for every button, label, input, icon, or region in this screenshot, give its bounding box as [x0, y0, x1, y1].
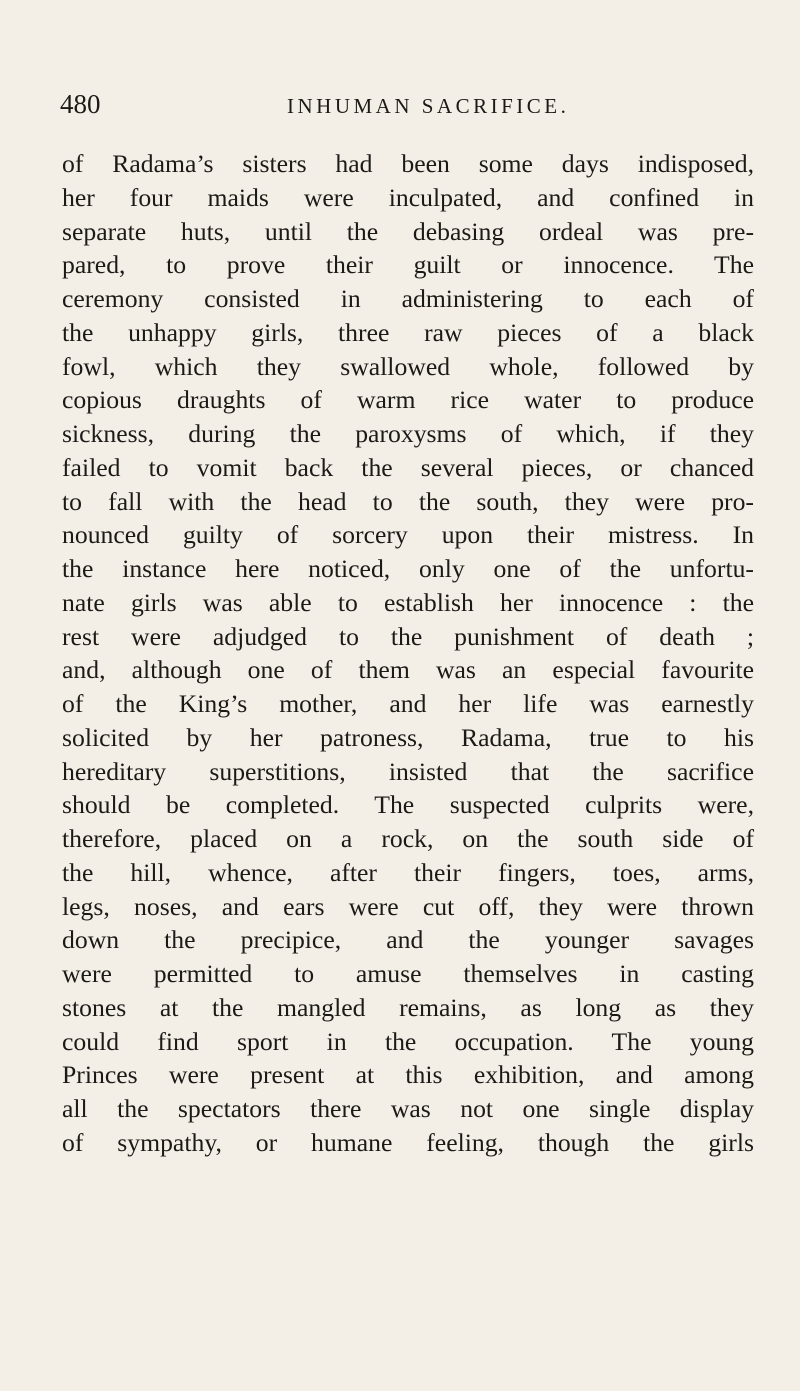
text-line: her four maids were inculpated, and confined in	[62, 182, 754, 212]
text-line: of Radama’s sisters had been some days indisposed,	[62, 149, 754, 178]
body-paragraph	[62, 147, 754, 1160]
text-line: Princes were present at this exhibition, and among	[62, 1060, 754, 1090]
text-line: solicited by her patroness, Radama, true to his	[62, 722, 754, 752]
text-line: the unhappy girls, three raw pieces of a black	[62, 317, 754, 347]
text-line: hereditary superstitions, insisted that the sacrifice	[62, 756, 754, 786]
text-line: to fall with the head to the south, they were pro-	[62, 486, 754, 516]
text-line: should be completed. The suspected culprits were,	[62, 790, 754, 820]
text-line: rest were adjudged to the punishment of death ;	[62, 621, 754, 651]
text-line: sickness, during the paroxysms of which, if they	[62, 419, 754, 448]
text-line: pared, to prove their guilt or innocence. The	[62, 250, 754, 280]
text-line: legs, noses, and ears were cut off, they were thrown	[62, 891, 754, 921]
text-line: the instance here noticed, only one of the unfortu-	[62, 554, 754, 583]
text-line: were permitted to amuse themselves in casting	[62, 959, 754, 988]
running-head	[60, 89, 710, 119]
text-line: copious draughts of warm rice water to produce	[62, 385, 754, 415]
text-line: separate huts, until the debasing ordeal was pre-	[62, 216, 754, 246]
text-line: failed to vomit back the several pieces, or chanced	[62, 452, 754, 482]
text-line: all the spectators there was not one single display	[62, 1094, 754, 1123]
text-line: and, although one of them was an especial favourite	[62, 655, 754, 685]
text-line: therefore, placed on a rock, on the south side of	[62, 824, 754, 853]
text-line: stones at the mangled remains, as long as they	[62, 992, 754, 1022]
text-line: nate girls was able to establish her innocence : the	[62, 587, 754, 617]
text-line: nounced guilty of sorcery upon their mistress. In	[62, 520, 754, 550]
text-line: ceremony consisted in administering to each of	[62, 284, 754, 313]
text-line: could find sport in the occupation. The young	[62, 1026, 754, 1056]
text-line: of the King’s mother, and her life was earnestly	[62, 689, 754, 718]
text-line: down the precipice, and the younger savages	[62, 925, 754, 955]
running-title: INHUMAN SACRIFICE.	[287, 94, 570, 118]
text-line: of sympathy, or humane feeling, though the girls	[62, 1127, 754, 1157]
page-number: 480	[60, 89, 101, 119]
text-line: fowl, which they swallowed whole, followed by	[62, 351, 754, 381]
text-line: the hill, whence, after their fingers, toes, arms,	[62, 857, 754, 887]
